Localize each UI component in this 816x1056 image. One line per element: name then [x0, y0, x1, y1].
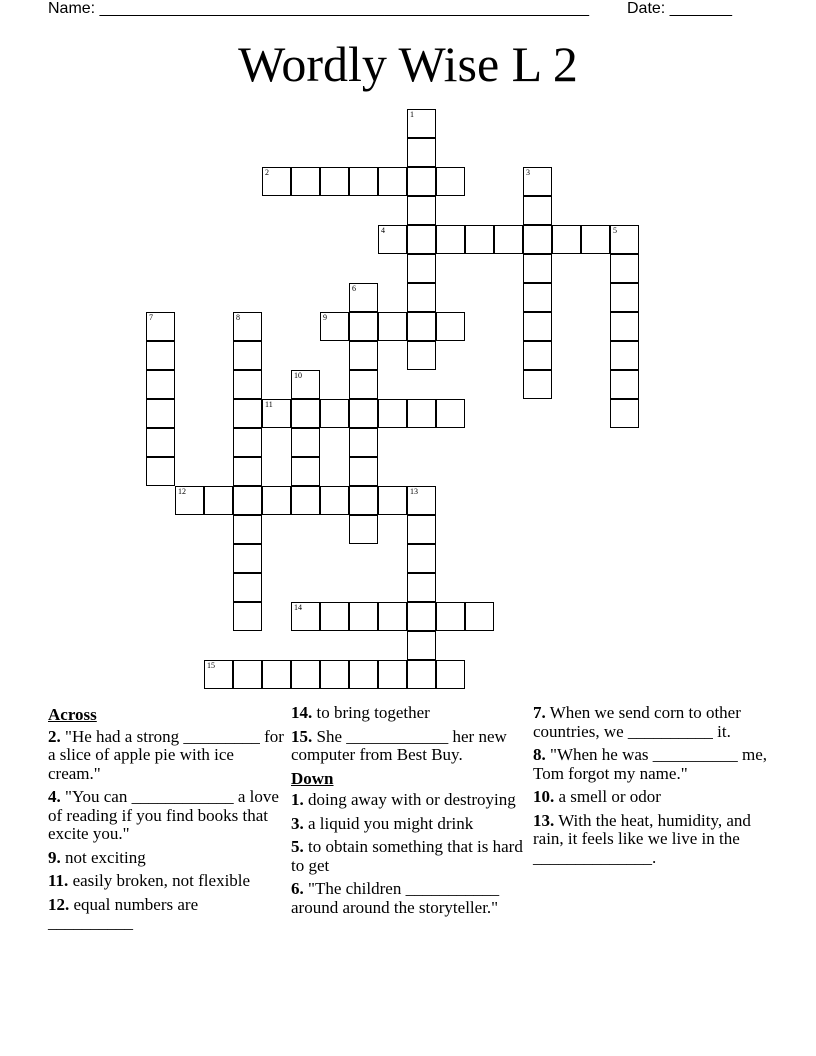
grid-cell[interactable]: [291, 457, 320, 486]
grid-cell[interactable]: [320, 660, 349, 689]
grid-cell[interactable]: [581, 225, 610, 254]
grid-cell[interactable]: [610, 283, 639, 312]
grid-cell[interactable]: [378, 399, 407, 428]
grid-cell[interactable]: [320, 312, 349, 341]
grid-cell[interactable]: [378, 312, 407, 341]
grid-cell[interactable]: [233, 428, 262, 457]
clue-number: 13.: [533, 810, 555, 830]
grid-cell[interactable]: [175, 486, 204, 515]
clue: [291, 728, 525, 765]
grid-cell[interactable]: [436, 225, 465, 254]
clue-number: 6.: [291, 879, 304, 898]
grid-cell[interactable]: [291, 660, 320, 689]
grid-cell[interactable]: [262, 167, 291, 196]
cell-number: 3: [526, 168, 530, 177]
grid-cell[interactable]: [523, 225, 552, 254]
grid-cell[interactable]: [233, 370, 262, 399]
grid-cell[interactable]: [349, 312, 378, 341]
cell-number: 8: [236, 313, 240, 322]
cell-number: 14: [294, 603, 302, 612]
grid-cell[interactable]: [436, 312, 465, 341]
grid-cell[interactable]: [349, 660, 378, 689]
clue: [533, 746, 769, 783]
grid-cell[interactable]: [610, 341, 639, 370]
cell-number: 13: [410, 487, 418, 496]
grid-cell[interactable]: [436, 399, 465, 428]
grid-cell[interactable]: [523, 167, 552, 196]
grid-cell[interactable]: [233, 573, 262, 602]
grid-cell[interactable]: [320, 167, 349, 196]
across-clue-list-continued: [291, 704, 525, 765]
grid-cell[interactable]: [349, 428, 378, 457]
grid-cell[interactable]: [407, 109, 436, 138]
grid-cell[interactable]: [407, 196, 436, 225]
clue-text: a liquid you might drink: [303, 813, 474, 833]
cell-number: 4: [381, 226, 385, 235]
clue-number: 3.: [291, 813, 304, 833]
grid-cell[interactable]: [407, 254, 436, 283]
clues-column-2: [291, 704, 525, 922]
grid-cell[interactable]: [523, 341, 552, 370]
clue-number: 11.: [48, 871, 69, 890]
grid-cell[interactable]: [233, 312, 262, 341]
clue-text: She ____________ her new computer from Best Buy.: [291, 726, 507, 764]
clue-text: not exciting: [60, 847, 146, 867]
cell-number: 9: [323, 313, 327, 322]
grid-cell[interactable]: [291, 399, 320, 428]
grid-cell[interactable]: [146, 428, 175, 457]
cell-number: 15: [207, 661, 215, 670]
cell-number: 6: [352, 284, 356, 293]
grid-cell[interactable]: [610, 225, 639, 254]
grid-cell[interactable]: [465, 602, 494, 631]
grid-cell[interactable]: [407, 602, 436, 631]
clue-number: 12.: [48, 894, 70, 914]
cell-number: 2: [265, 168, 269, 177]
clue-number: 9.: [48, 847, 61, 867]
grid-cell[interactable]: [262, 660, 291, 689]
grid-cell[interactable]: [291, 486, 320, 515]
clue-text: "When he was __________ me, Tom forgot my name.": [533, 745, 768, 783]
clue-text: When we send corn to other countries, we __________ it.: [533, 703, 741, 741]
clue: [48, 849, 284, 868]
grid-cell[interactable]: [378, 660, 407, 689]
grid-cell[interactable]: [291, 370, 320, 399]
grid-cell[interactable]: [523, 283, 552, 312]
grid-cell[interactable]: [436, 167, 465, 196]
puzzle-title: Wordly Wise L 2: [238, 36, 578, 92]
grid-cell[interactable]: [291, 428, 320, 457]
grid-cell[interactable]: [523, 370, 552, 399]
grid-cell[interactable]: [407, 486, 436, 515]
grid-cell[interactable]: [349, 283, 378, 312]
down-clue-list: [291, 791, 525, 917]
clue: [291, 815, 525, 834]
grid-cell[interactable]: [378, 225, 407, 254]
grid-cell[interactable]: [407, 138, 436, 167]
grid-cell[interactable]: [320, 602, 349, 631]
clue: [48, 788, 284, 844]
grid-cell[interactable]: [407, 225, 436, 254]
grid-cell[interactable]: [407, 312, 436, 341]
grid-cell[interactable]: [378, 167, 407, 196]
clue: [291, 880, 525, 917]
grid-cell[interactable]: [407, 631, 436, 660]
grid-cell[interactable]: [146, 370, 175, 399]
cell-number: 11: [265, 400, 273, 409]
grid-cell[interactable]: [262, 399, 291, 428]
cell-number: 1: [410, 110, 414, 119]
grid-cell[interactable]: [349, 515, 378, 544]
clue-text: a smell or odor: [554, 787, 661, 806]
grid-cell[interactable]: [233, 341, 262, 370]
grid-cell[interactable]: [436, 660, 465, 689]
grid-cell[interactable]: [407, 515, 436, 544]
grid-cell[interactable]: [146, 399, 175, 428]
grid-cell[interactable]: [146, 457, 175, 486]
clue-number: 5.: [291, 837, 304, 856]
grid-cell[interactable]: [610, 399, 639, 428]
clue-number: 4.: [48, 787, 61, 806]
grid-cell[interactable]: [146, 312, 175, 341]
grid-cell[interactable]: [407, 660, 436, 689]
clue: [48, 896, 284, 933]
grid-cell[interactable]: [523, 312, 552, 341]
grid-cell[interactable]: [378, 486, 407, 515]
across-clue-list: [48, 728, 284, 933]
name-field-label: Name: _______________________________________________________: [48, 0, 589, 17]
clue-number: 8.: [533, 745, 546, 764]
clue-text: With the heat, humidity, and rain, it feels like we live in the ______________.: [533, 810, 751, 867]
clue-text: equal numbers are __________: [48, 894, 199, 932]
grid-cell[interactable]: [320, 486, 349, 515]
grid-cell[interactable]: [465, 225, 494, 254]
grid-cell[interactable]: [204, 660, 233, 689]
grid-cell[interactable]: [233, 602, 262, 631]
grid-cell[interactable]: [233, 486, 262, 515]
grid-cell[interactable]: [407, 573, 436, 602]
grid-cell[interactable]: [349, 602, 378, 631]
down-heading: Down: [291, 768, 334, 788]
clue: [48, 728, 284, 784]
grid-cell[interactable]: [407, 283, 436, 312]
grid-cell[interactable]: [291, 167, 320, 196]
clue-number: 10.: [533, 787, 555, 806]
clues-column-3: [533, 704, 769, 872]
clue-number: 2.: [48, 726, 61, 746]
clue: [291, 838, 525, 875]
clue: [291, 791, 525, 810]
clue-text: easily broken, not flexible: [68, 871, 251, 890]
clue: [48, 872, 284, 891]
grid-cell[interactable]: [349, 486, 378, 515]
cell-number: 10: [294, 371, 302, 380]
clue-number: 15.: [291, 726, 313, 746]
grid-cell[interactable]: [552, 225, 581, 254]
clue-text: "He had a strong _________ for a slice of apple pie with ice cream.": [48, 726, 284, 783]
grid-cell[interactable]: [349, 167, 378, 196]
cell-number: 12: [178, 487, 186, 496]
clue: [533, 704, 769, 741]
clue-text: "The children ___________ around around the storyteller.": [291, 879, 500, 917]
clue-number: 1.: [291, 790, 304, 809]
grid-cell[interactable]: [436, 602, 465, 631]
clue: [533, 788, 769, 807]
grid-cell[interactable]: [349, 341, 378, 370]
clue: [291, 704, 525, 723]
grid-cell[interactable]: [610, 254, 639, 283]
grid-cell[interactable]: [349, 457, 378, 486]
clue-number: 14.: [291, 703, 313, 722]
grid-cell[interactable]: [320, 399, 349, 428]
clue-text: to bring together: [312, 703, 430, 722]
grid-cell[interactable]: [349, 370, 378, 399]
clue-text: "You can ____________ a love of reading if you find books that excite you.": [48, 787, 279, 843]
grid-cell[interactable]: [407, 544, 436, 573]
grid-cell[interactable]: [146, 341, 175, 370]
grid-cell[interactable]: [233, 660, 262, 689]
grid-cell[interactable]: [262, 486, 291, 515]
grid-cell[interactable]: [407, 167, 436, 196]
grid-cell[interactable]: [378, 602, 407, 631]
down-clue-list-continued: [533, 704, 769, 867]
grid-cell[interactable]: [233, 457, 262, 486]
grid-cell[interactable]: [610, 312, 639, 341]
clue-text: doing away with or destroying: [303, 790, 516, 809]
clues-column-1: [48, 704, 284, 938]
grid-cell[interactable]: [407, 341, 436, 370]
grid-cell[interactable]: [291, 602, 320, 631]
cell-number: 5: [613, 226, 617, 235]
grid-cell[interactable]: [233, 399, 262, 428]
grid-cell[interactable]: [523, 254, 552, 283]
across-heading: Across: [48, 705, 97, 724]
grid-cell[interactable]: [407, 399, 436, 428]
clue: [533, 812, 769, 868]
grid-cell[interactable]: [204, 486, 233, 515]
grid-cell[interactable]: [523, 196, 552, 225]
clue-number: 7.: [533, 703, 546, 722]
clue-text: to obtain something that is hard to get: [291, 837, 523, 875]
grid-cell[interactable]: [233, 544, 262, 573]
grid-cell[interactable]: [610, 370, 639, 399]
grid-cell[interactable]: [494, 225, 523, 254]
grid-cell[interactable]: [233, 515, 262, 544]
date-field-label: Date: _______: [627, 0, 732, 17]
grid-cell[interactable]: [349, 399, 378, 428]
cell-number: 7: [149, 313, 153, 322]
